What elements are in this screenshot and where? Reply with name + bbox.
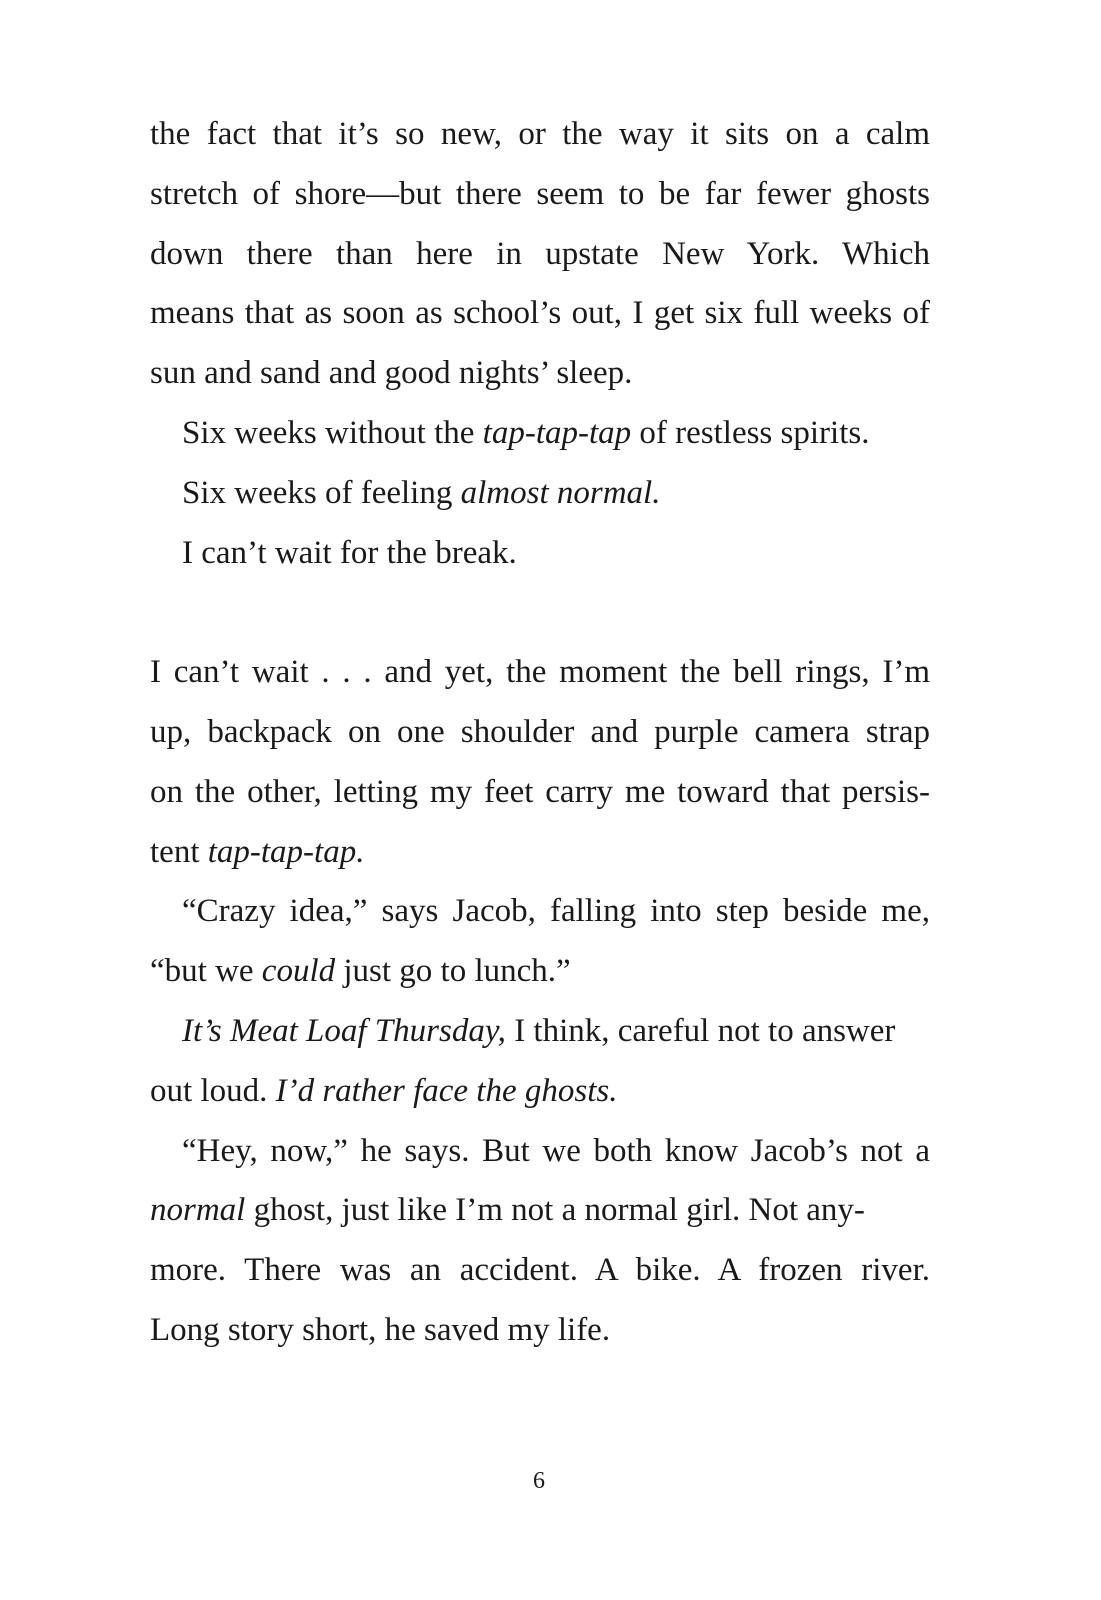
text-run: I think, careful not to answer <box>505 1012 896 1049</box>
paragraph <box>150 882 930 1002</box>
paragraph <box>150 1002 930 1122</box>
page-number: 6 <box>533 1468 545 1494</box>
text-run: “but we <box>150 953 262 990</box>
text-line: up, backpack on one shoulder and purple camera strap <box>150 713 930 750</box>
italic-text: could <box>261 953 336 990</box>
text-line <box>150 942 930 1002</box>
text-line: more. There was an accident. A bike. A frozen river. <box>150 1252 930 1289</box>
text-line: the fact that it’s so new, or the way it sits on a calm <box>150 116 930 152</box>
text-line: “Crazy idea,” says Jacob, falling into step beside me, <box>182 893 930 930</box>
text-line: stretch of shore—but there seem to be far fewer ghosts <box>150 175 930 212</box>
text-line <box>150 404 930 464</box>
italic-text: almost normal. <box>460 474 661 511</box>
text-run: tent <box>150 833 208 870</box>
text-line: sun and sand and good nights’ sleep. <box>150 355 633 392</box>
italic-text: tap-tap-tap <box>482 414 632 451</box>
text-line <box>150 823 930 883</box>
text-line <box>150 464 930 524</box>
text-line: I can’t wait for the break. <box>182 534 517 571</box>
paragraph <box>150 105 930 404</box>
italic-text: It’s Meat Loaf Thursday, <box>182 1012 506 1049</box>
italic-text: tap-tap-tap. <box>207 833 365 870</box>
text-line: I can’t wait . . . and yet, the moment the bell rings, I’m <box>150 654 930 691</box>
text-line: down there than here in upstate New York. Which <box>150 235 930 272</box>
text-run: just go to lunch.” <box>335 953 571 990</box>
text-run: Six weeks of feeling <box>182 474 461 511</box>
text-line: Long story short, he saved my life. <box>150 1311 611 1348</box>
italic-text: I’d rather face the ghosts. <box>275 1072 618 1109</box>
text-line: means that as soon as school’s out, I get six full weeks of <box>150 295 930 332</box>
text-line <box>150 1062 930 1122</box>
text-run: ghost, just like I’m not a normal girl. Not any- <box>245 1192 865 1229</box>
paragraph <box>150 524 930 584</box>
text-run: Six weeks without the <box>182 414 483 451</box>
paragraph <box>150 1122 930 1361</box>
italic-text: normal <box>150 1192 246 1229</box>
text-run: out loud. <box>150 1072 276 1109</box>
text-line <box>150 1002 930 1062</box>
text-line: on the other, letting my feet carry me toward that persis- <box>150 773 930 810</box>
text-line <box>150 1181 930 1241</box>
text-run: of restless spirits. <box>631 414 870 451</box>
section-break <box>150 583 930 643</box>
text-line: “Hey, now,” he says. But we both know Jacob’s not a <box>182 1132 930 1169</box>
paragraph <box>150 404 930 464</box>
paragraph <box>150 464 930 524</box>
page-body <box>150 105 930 1361</box>
paragraph <box>150 643 930 882</box>
